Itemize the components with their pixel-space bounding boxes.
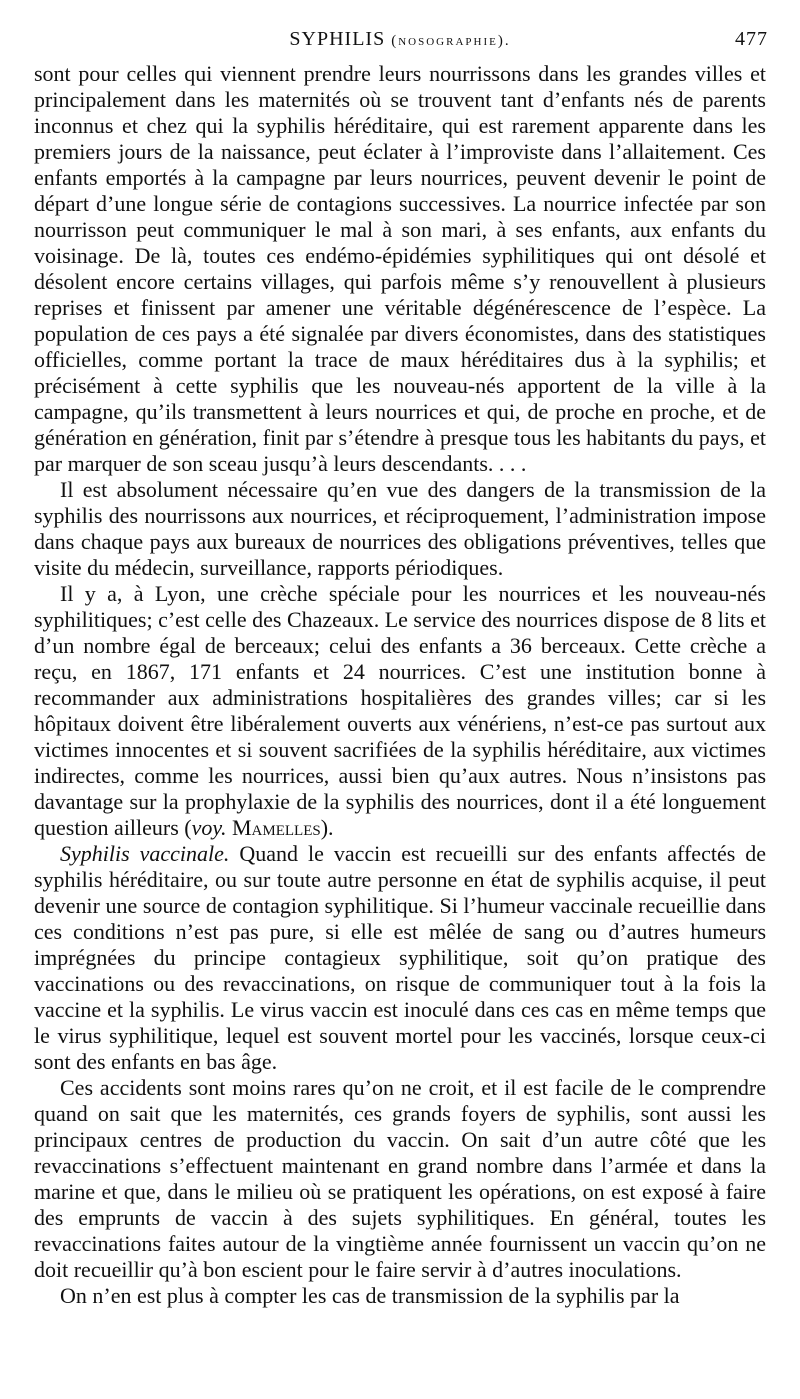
paragraph-text: Quand le vaccin est recueilli sur des enfants affectés de syphilis héréditaire, ou sur toute autre personne en état de syphilis acquise, il peut devenir une source de contagion syphilitique. Si l’humeur vaccinale recueillie dans ces conditions n’est pas pure, si elle est mêlée de sang ou d’autres humeurs imprégnées du principe contagieux syphilitique, soit qu’on pratique des vaccinations ou des revaccinations, on risque de communiquer tout à la fois la vaccine et la syphilis. Le virus vaccin est inoculé dans ces cas en même temps que le virus syphilitique, lequel est souvent mortel pour les vaccinés, lorsque ceux-ci sont des enfants en bas âge. bbox=[34, 841, 766, 1074]
paragraph-final-line bbox=[34, 1283, 766, 1309]
paragraph-syphilis-vaccinale bbox=[34, 841, 766, 1075]
section-heading: Syphilis vaccinale. bbox=[60, 841, 230, 866]
running-title-main: SYPHILIS bbox=[289, 28, 386, 50]
crossref-mamelles: Mamelles bbox=[231, 815, 321, 840]
paragraph-text: Ces accidents sont moins rares qu’on ne croit, et il est facile de le comprendre quand on sait que les maternités, ces grands foyers de syphilis, sont aussi les principaux centres de production du vaccin. On sait d’un autre côté que les revaccinations s’effectuent maintenant en grand nombre dans l’armée et dans la marine et que, dans le milieu où se pratiquent les opérations, on est exposé à faire des emprunts de vaccin à des sujets syphilitiques. En général, toutes les revaccinations faites autour de la vingtième année fournissent un vaccin qu’on ne doit recueillir qu’à bon escient pour le faire servir à d’autres inoculations. bbox=[34, 1075, 766, 1282]
page-number: 477 bbox=[735, 28, 768, 50]
paragraph-creche-lyon bbox=[34, 581, 766, 841]
crossref-close: ). bbox=[320, 815, 334, 840]
paragraph-nourrissons-continuation bbox=[34, 61, 766, 477]
body-text bbox=[34, 61, 766, 1309]
paragraph-text: sont pour celles qui viennent prendre leurs nourrissons dans les grandes villes et principalement dans les maternités où se trouvent tant d’enfants nés de parents inconnus et chez qui la syphilis héréditaire, qui est rarement apparente dans les premiers jours de la naissance, peut éclater à l’improviste dans l’allaitement. Ces enfants emportés à la campagne par leurs nourrices, peuvent devenir le point de départ d’une longue série de contagions successives. La nourrice infectée par son nourrisson peut communiquer le mal à son mari, à ses enfants, aux enfants du voisinage. De là, toutes ces endémo-épidémies syphilitiques qui ont désolé et désolent encore certains villages, qui parfois même s’y renouvellent à plusieurs reprises et finissent par amener une véritable dégénérescence de l’espèce. La population de ces pays a été signalée par divers économistes, dans des statistiques officielles, comme portant la trace de maux héréditaires dus à la syphilis; et précisément à cette syphilis que les nouveau-nés apportent de la ville à la campagne, qu’ils transmettent à leurs nourrices et qui, de proche en proche, et de génération en génération, finit par s’étendre à presque tous les habitants du pays, et par marquer de son sceau jusqu’à leurs descendants. . . . bbox=[34, 61, 766, 476]
running-title bbox=[32, 24, 768, 56]
paragraph-accidents bbox=[34, 1075, 766, 1283]
running-head bbox=[32, 24, 768, 54]
crossref-voy: voy. bbox=[191, 815, 227, 840]
paragraph-administration bbox=[34, 477, 766, 581]
paragraph-text: Il est absolument nécessaire qu’en vue des dangers de la transmission de la syphilis des nourrissons aux nourrices, et réciproquement, l’administration impose dans chaque pays aux bureaux de nourrices des obligations préventives, telles que visite du médecin, surveillance, rapports périodiques. bbox=[34, 477, 766, 580]
paragraph-text: Il y a, à Lyon, une crèche spéciale pour les nourrices et les nouveau-nés syphilitiques; c’est celle des Chazeaux. Le service des nourrices dispose de 8 lits et d’un nombre égal de berceaux; celui des enfants a 36 berceaux. Cette crèche a reçu, en 1867, 171 enfants et 24 nourrices. C’est une institution bonne à recommander aux administrations hospitalières des grandes villes; car si les hôpitaux doivent être libéralement ouverts aux vénériens, n’est-ce pas surtout aux victimes innocentes et si souvent sacrifiées de la syphilis héréditaire, aux victimes indirectes, comme les nourrices, aussi bien qu’aux autres. Nous n’insistons pas davantage sur la prophylaxie de la syphilis des nourrices, dont il a été longuement question ailleurs ( bbox=[34, 581, 766, 840]
paragraph-text: On n’en est plus à compter les cas de transmission de la syphilis par la bbox=[60, 1283, 680, 1308]
running-title-sub: (nosographie). bbox=[391, 33, 511, 49]
